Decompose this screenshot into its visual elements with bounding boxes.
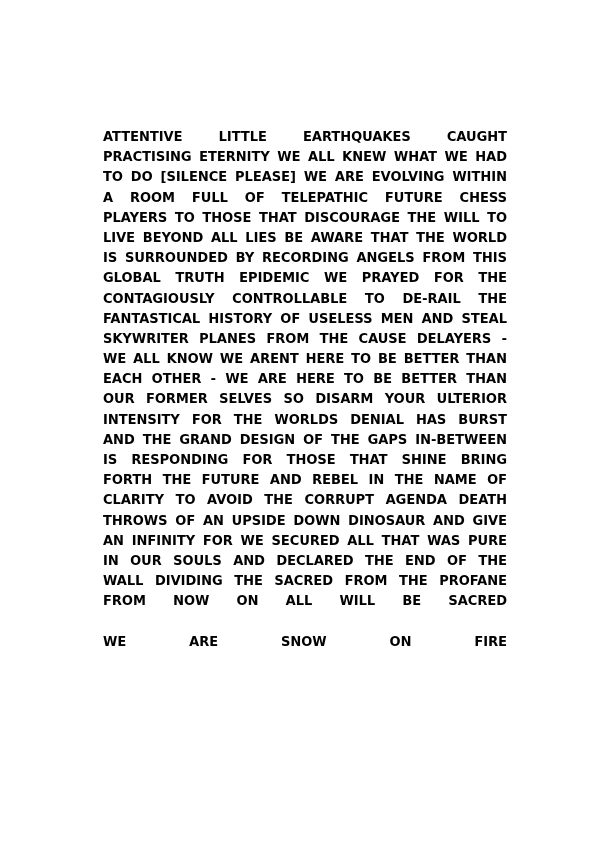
poem-line: LIVE BEYOND ALL LIES BE AWARE THAT THE WORLD: [103, 230, 507, 246]
poem-line: WE ALL KNOW WE ARENT HERE TO BE BETTER THAN: [103, 352, 507, 368]
poem-line: AND THE GRAND DESIGN OF THE GAPS IN-BETWEEN: [103, 432, 507, 448]
poem-line: FANTASTICAL HISTORY OF USELESS MEN AND STEAL: [103, 311, 507, 327]
poem-line: THROWS OF AN UPSIDE DOWN DINOSAUR AND GIVE: [103, 513, 507, 529]
poem-line: SKYWRITER PLANES FROM THE CAUSE DELAYERS -: [103, 331, 507, 347]
poem-line: GLOBAL TRUTH EPIDEMIC WE PRAYED FOR THE: [103, 271, 507, 287]
poem-line: FROM NOW ON ALL WILL BE SACRED: [103, 594, 507, 610]
poem-line: EACH OTHER - WE ARE HERE TO BE BETTER THAN: [103, 372, 507, 388]
poem-line: CONTAGIOUSLY CONTROLLABLE TO DE-RAIL THE: [103, 291, 507, 307]
poem-line: A ROOM FULL OF TELEPATHIC FUTURE CHESS: [103, 190, 507, 206]
poem-line: PRACTISING ETERNITY WE ALL KNEW WHAT WE HAD: [103, 150, 507, 166]
poem-line: IS SURROUNDED BY RECORDING ANGELS FROM THIS: [103, 251, 507, 267]
poem-line: PLAYERS TO THOSE THAT DISCOURAGE THE WILL TO: [103, 210, 507, 226]
poem-line: OUR FORMER SELVES SO DISARM YOUR ULTERIOR: [103, 392, 507, 408]
poem-line: AN INFINITY FOR WE SECURED ALL THAT WAS PURE: [103, 533, 507, 549]
poem-line: IS RESPONDING FOR THOSE THAT SHINE BRING: [103, 453, 507, 468]
poem-line: WALL DIVIDING THE SACRED FROM THE PROFANE: [103, 574, 507, 590]
poem-line: TO DO [SILENCE PLEASE] WE ARE EVOLVING WITHIN: [103, 170, 507, 186]
poem-text-block: [103, 128, 507, 653]
poem-line: INTENSITY FOR THE WORLDS DENIAL HAS BURST: [103, 412, 507, 428]
poem-line: IN OUR SOULS AND DECLARED THE END OF THE: [103, 553, 507, 569]
poem-closing-line: WE ARE SNOW ON FIRE: [103, 634, 507, 650]
poem-line: CLARITY TO AVOID THE CORRUPT AGENDA DEATH: [103, 493, 507, 509]
poem-line: ATTENTIVE LITTLE EARTHQUAKES CAUGHT: [103, 130, 507, 145]
poem-line: FORTH THE FUTURE AND REBEL IN THE NAME OF: [103, 473, 507, 489]
